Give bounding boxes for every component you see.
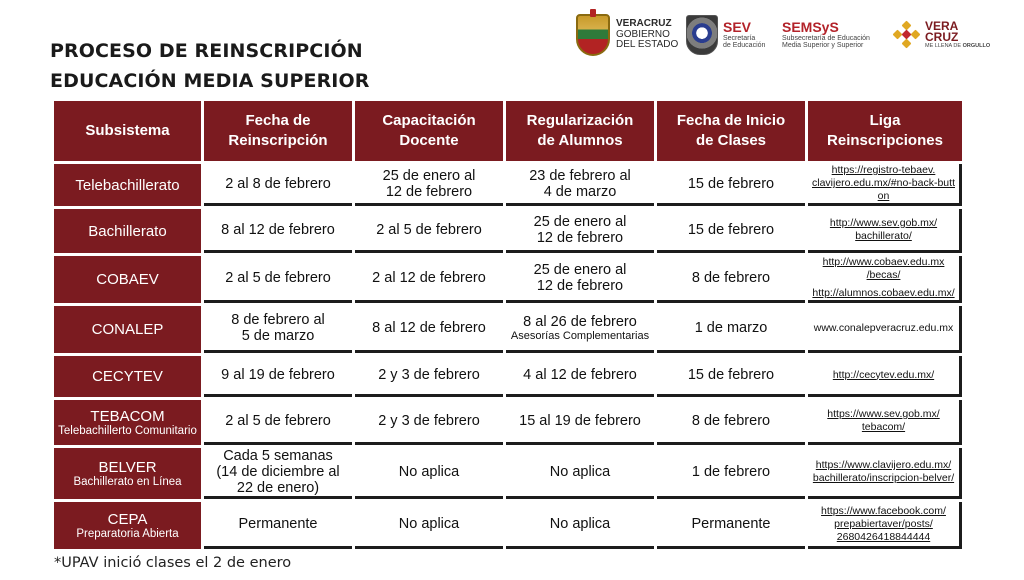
liga-cell	[808, 502, 962, 549]
liga-link-line-1[interactable]: https://registro-tebaev.	[831, 164, 936, 176]
inicio-clases-cell: 1 de febrero	[657, 448, 805, 499]
liga-cell	[808, 256, 962, 303]
capacitacion-cell: 2 y 3 de febrero	[355, 400, 503, 445]
liga-link-line-1[interactable]: www.conalepveracruz.edu.mx	[813, 321, 954, 334]
page-title	[50, 36, 369, 96]
regularizacion-line-2: 4 de marzo	[543, 183, 617, 200]
regularizacion-cell	[506, 306, 654, 353]
table-row	[54, 306, 962, 353]
liga-cell	[808, 448, 962, 499]
inicio-clases-cell: 8 de febrero	[657, 256, 805, 303]
table-row	[54, 356, 962, 397]
subsistema-name: CEPA	[107, 510, 148, 528]
header-subsistema: Subsistema	[54, 101, 201, 161]
sev-seal-icon	[686, 15, 718, 55]
liga-link-line-2[interactable]: bachillerato/inscripcion-belver/	[812, 472, 955, 484]
subsistema-cell	[54, 306, 201, 353]
table-row	[54, 256, 962, 303]
subsistema-cell	[54, 448, 201, 499]
capacitacion-cell: No aplica	[355, 448, 503, 499]
regularizacion-cell	[506, 164, 654, 206]
footnote: *UPAV inició clases el 2 de enero	[54, 555, 292, 571]
header-regularizacion-line-2: de Alumnos	[537, 132, 623, 149]
header-regularizacion-line-1: Regularización	[526, 112, 634, 129]
vera-cruz-tagline-emphasis: ORGULLO	[962, 42, 991, 49]
header-fecha-inicio-clases	[657, 101, 805, 161]
liga-link-line-2[interactable]: prepabiertaver/posts/	[834, 517, 933, 530]
fecha-line-1: 8 de febrero al	[231, 312, 325, 328]
fecha-line-1: Cada 5 semanas	[223, 448, 333, 464]
title-line-2: EDUCACIÓN MEDIA SUPERIOR	[50, 70, 370, 92]
header-liga-reinscripciones	[808, 101, 962, 161]
regularizacion-line-1: 8 al 26 de febrero	[523, 314, 637, 330]
fecha-reinscripcion-cell: 9 al 19 de febrero	[204, 356, 352, 397]
semsys-logo	[782, 12, 870, 58]
sev-logo-line-2: de Educación	[723, 42, 766, 50]
capacitacion-line-2: 12 de febrero	[385, 183, 473, 200]
liga-link-line-1[interactable]: http://www.sev.gob.mx/	[829, 216, 938, 229]
subsistema-name: CONALEP	[91, 321, 164, 338]
capacitacion-cell: 2 al 5 de febrero	[355, 209, 503, 253]
liga-cell	[808, 400, 962, 445]
liga-link-line-1[interactable]: https://www.facebook.com/	[821, 504, 946, 517]
semsys-logo-line-1: Subsecretaría de Educación	[782, 35, 870, 42]
liga-link-line-3[interactable]: http://alumnos.cobaev.edu.mx/	[812, 287, 955, 299]
regularizacion-cell	[506, 256, 654, 303]
sev-logo-line-1: Secretaría	[723, 35, 756, 42]
subsistema-name: TEBACOM	[90, 407, 165, 425]
title-line-1: PROCESO DE REINSCRIPCIÓN	[50, 40, 363, 62]
fecha-reinscripcion-cell: 2 al 5 de febrero	[204, 256, 352, 303]
vera-cruz-logo-line-2: CRUZ	[925, 29, 959, 44]
liga-link-line-1[interactable]: http://www.cobaev.edu.mx	[822, 256, 945, 268]
liga-link-line-3[interactable]: 2680426418844444	[836, 530, 931, 543]
liga-cell	[808, 356, 962, 397]
subsistema-cell	[54, 502, 201, 549]
fecha-reinscripcion-cell	[204, 448, 352, 499]
liga-link-line-2[interactable]: clavijero.edu.mx/#no-back-button	[812, 177, 955, 202]
fecha-line-2: 5 de marzo	[241, 328, 315, 344]
header-capacitacion-docente	[355, 101, 503, 161]
gobierno-logo-line-1: VERACRUZ	[616, 18, 672, 30]
regularizacion-note: Asesorías Complementarias	[510, 330, 650, 342]
table-header-row	[54, 101, 962, 161]
regularizacion-line-2: 12 de febrero	[536, 229, 624, 246]
subsistema-description: Telebachillerto Comunitario	[58, 424, 197, 437]
semsys-logo-line-2: Media Superior y Superior	[782, 42, 864, 50]
liga-link-line-2[interactable]: tebacom/	[861, 421, 906, 433]
regularizacion-cell: No aplica	[506, 502, 654, 549]
header-fecha-line-2: Reinscripción	[228, 132, 328, 149]
regularizacion-cell	[506, 209, 654, 253]
fecha-line-2: (14 de diciembre al	[216, 464, 340, 480]
regularizacion-cell: 15 al 19 de febrero	[506, 400, 654, 445]
liga-cell	[808, 306, 962, 353]
table-row	[54, 164, 962, 206]
logo-bar	[576, 12, 991, 58]
header-capacitacion-line-2: Docente	[399, 132, 459, 149]
header-fecha-line-1: Fecha de	[245, 112, 311, 129]
liga-link-line-1[interactable]: https://www.sev.gob.mx/	[827, 408, 940, 420]
header-fecha-reinscripcion	[204, 101, 352, 161]
state-coat-of-arms-icon	[576, 14, 610, 56]
table-row	[54, 400, 962, 445]
subsistema-description: Preparatoria Abierta	[76, 527, 179, 540]
inicio-clases-cell: 8 de febrero	[657, 400, 805, 445]
subsistema-cell	[54, 356, 201, 397]
vera-cruz-logo	[892, 12, 990, 58]
regularizacion-cell: No aplica	[506, 448, 654, 499]
header-capacitacion-line-1: Capacitación	[382, 112, 476, 129]
subsistema-name: Telebachillerato	[75, 176, 180, 194]
capacitacion-cell: 2 al 12 de febrero	[355, 256, 503, 303]
vera-cruz-logo-tagline	[925, 44, 990, 50]
liga-cell	[808, 209, 962, 253]
gobierno-logo-line-2: GOBIERNO	[616, 28, 670, 40]
subsistema-name: COBAEV	[96, 271, 159, 288]
header-liga-line-1: Liga	[869, 112, 901, 129]
liga-link-line-2[interactable]: /becas/	[866, 269, 901, 281]
regularizacion-line-1: 25 de enero al	[533, 213, 627, 230]
subsistema-name: CECYTEV	[92, 368, 163, 385]
inicio-clases-cell: 15 de febrero	[657, 209, 805, 253]
header-liga-line-2: Reinscripciones	[827, 132, 943, 149]
fecha-line-3: 22 de enero)	[236, 480, 320, 496]
subsistema-cell	[54, 164, 201, 206]
inicio-clases-cell: Permanente	[657, 502, 805, 549]
fecha-reinscripcion-cell: Permanente	[204, 502, 352, 549]
liga-link-line-1[interactable]: http://cecytev.edu.mx/	[832, 368, 935, 381]
header-inicio-line-2: de Clases	[695, 132, 767, 149]
gobierno-logo-line-3: DEL ESTADO	[616, 39, 679, 51]
veracruz-gobierno-logo	[576, 12, 678, 58]
subsistema-cell	[54, 256, 201, 303]
table-row	[54, 209, 962, 253]
subsistema-name: Bachillerato	[88, 222, 167, 240]
regularizacion-line-1: 25 de enero al	[533, 262, 627, 278]
capacitacion-cell: No aplica	[355, 502, 503, 549]
fecha-reinscripcion-cell: 2 al 5 de febrero	[204, 400, 352, 445]
fecha-reinscripcion-cell: 2 al 8 de febrero	[204, 164, 352, 206]
liga-link-line-1[interactable]: https://www.clavijero.edu.mx/	[815, 459, 952, 471]
capacitacion-cell: 8 al 12 de febrero	[355, 306, 503, 353]
fecha-reinscripcion-cell	[204, 306, 352, 353]
capacitacion-cell: 2 y 3 de febrero	[355, 356, 503, 397]
subsistema-description: Bachillerato en Línea	[73, 475, 182, 488]
vera-cruz-logo-line-1: VERA	[925, 18, 959, 33]
capacitacion-cell	[355, 164, 503, 206]
inicio-clases-cell: 1 de marzo	[657, 306, 805, 353]
regularizacion-line-1: 23 de febrero al	[529, 167, 631, 184]
liga-link-line-2[interactable]: bachillerato/	[855, 229, 912, 242]
subsistema-cell	[54, 400, 201, 445]
header-inicio-line-1: Fecha de Inicio	[676, 112, 786, 129]
vera-cruz-tagline-prefix: ME LLENA DE	[925, 42, 963, 49]
semsys-logo-name: SEMSyS	[782, 19, 839, 36]
veracruz-star-icon	[892, 20, 922, 50]
fecha-reinscripcion-cell: 8 al 12 de febrero	[204, 209, 352, 253]
regularizacion-cell: 4 al 12 de febrero	[506, 356, 654, 397]
inicio-clases-cell: 15 de febrero	[657, 356, 805, 397]
table-row	[54, 502, 962, 549]
subsistema-name: BELVER	[98, 458, 157, 476]
header-regularizacion-alumnos	[506, 101, 654, 161]
capacitacion-line-1: 25 de enero al	[382, 167, 476, 184]
subsistema-cell	[54, 209, 201, 253]
reinscription-table	[51, 98, 965, 552]
sev-logo	[686, 12, 765, 58]
sev-logo-name: SEV	[723, 19, 752, 36]
inicio-clases-cell: 15 de febrero	[657, 164, 805, 206]
table-row	[54, 448, 962, 499]
liga-cell	[808, 164, 962, 206]
regularizacion-line-2: 12 de febrero	[536, 278, 624, 294]
